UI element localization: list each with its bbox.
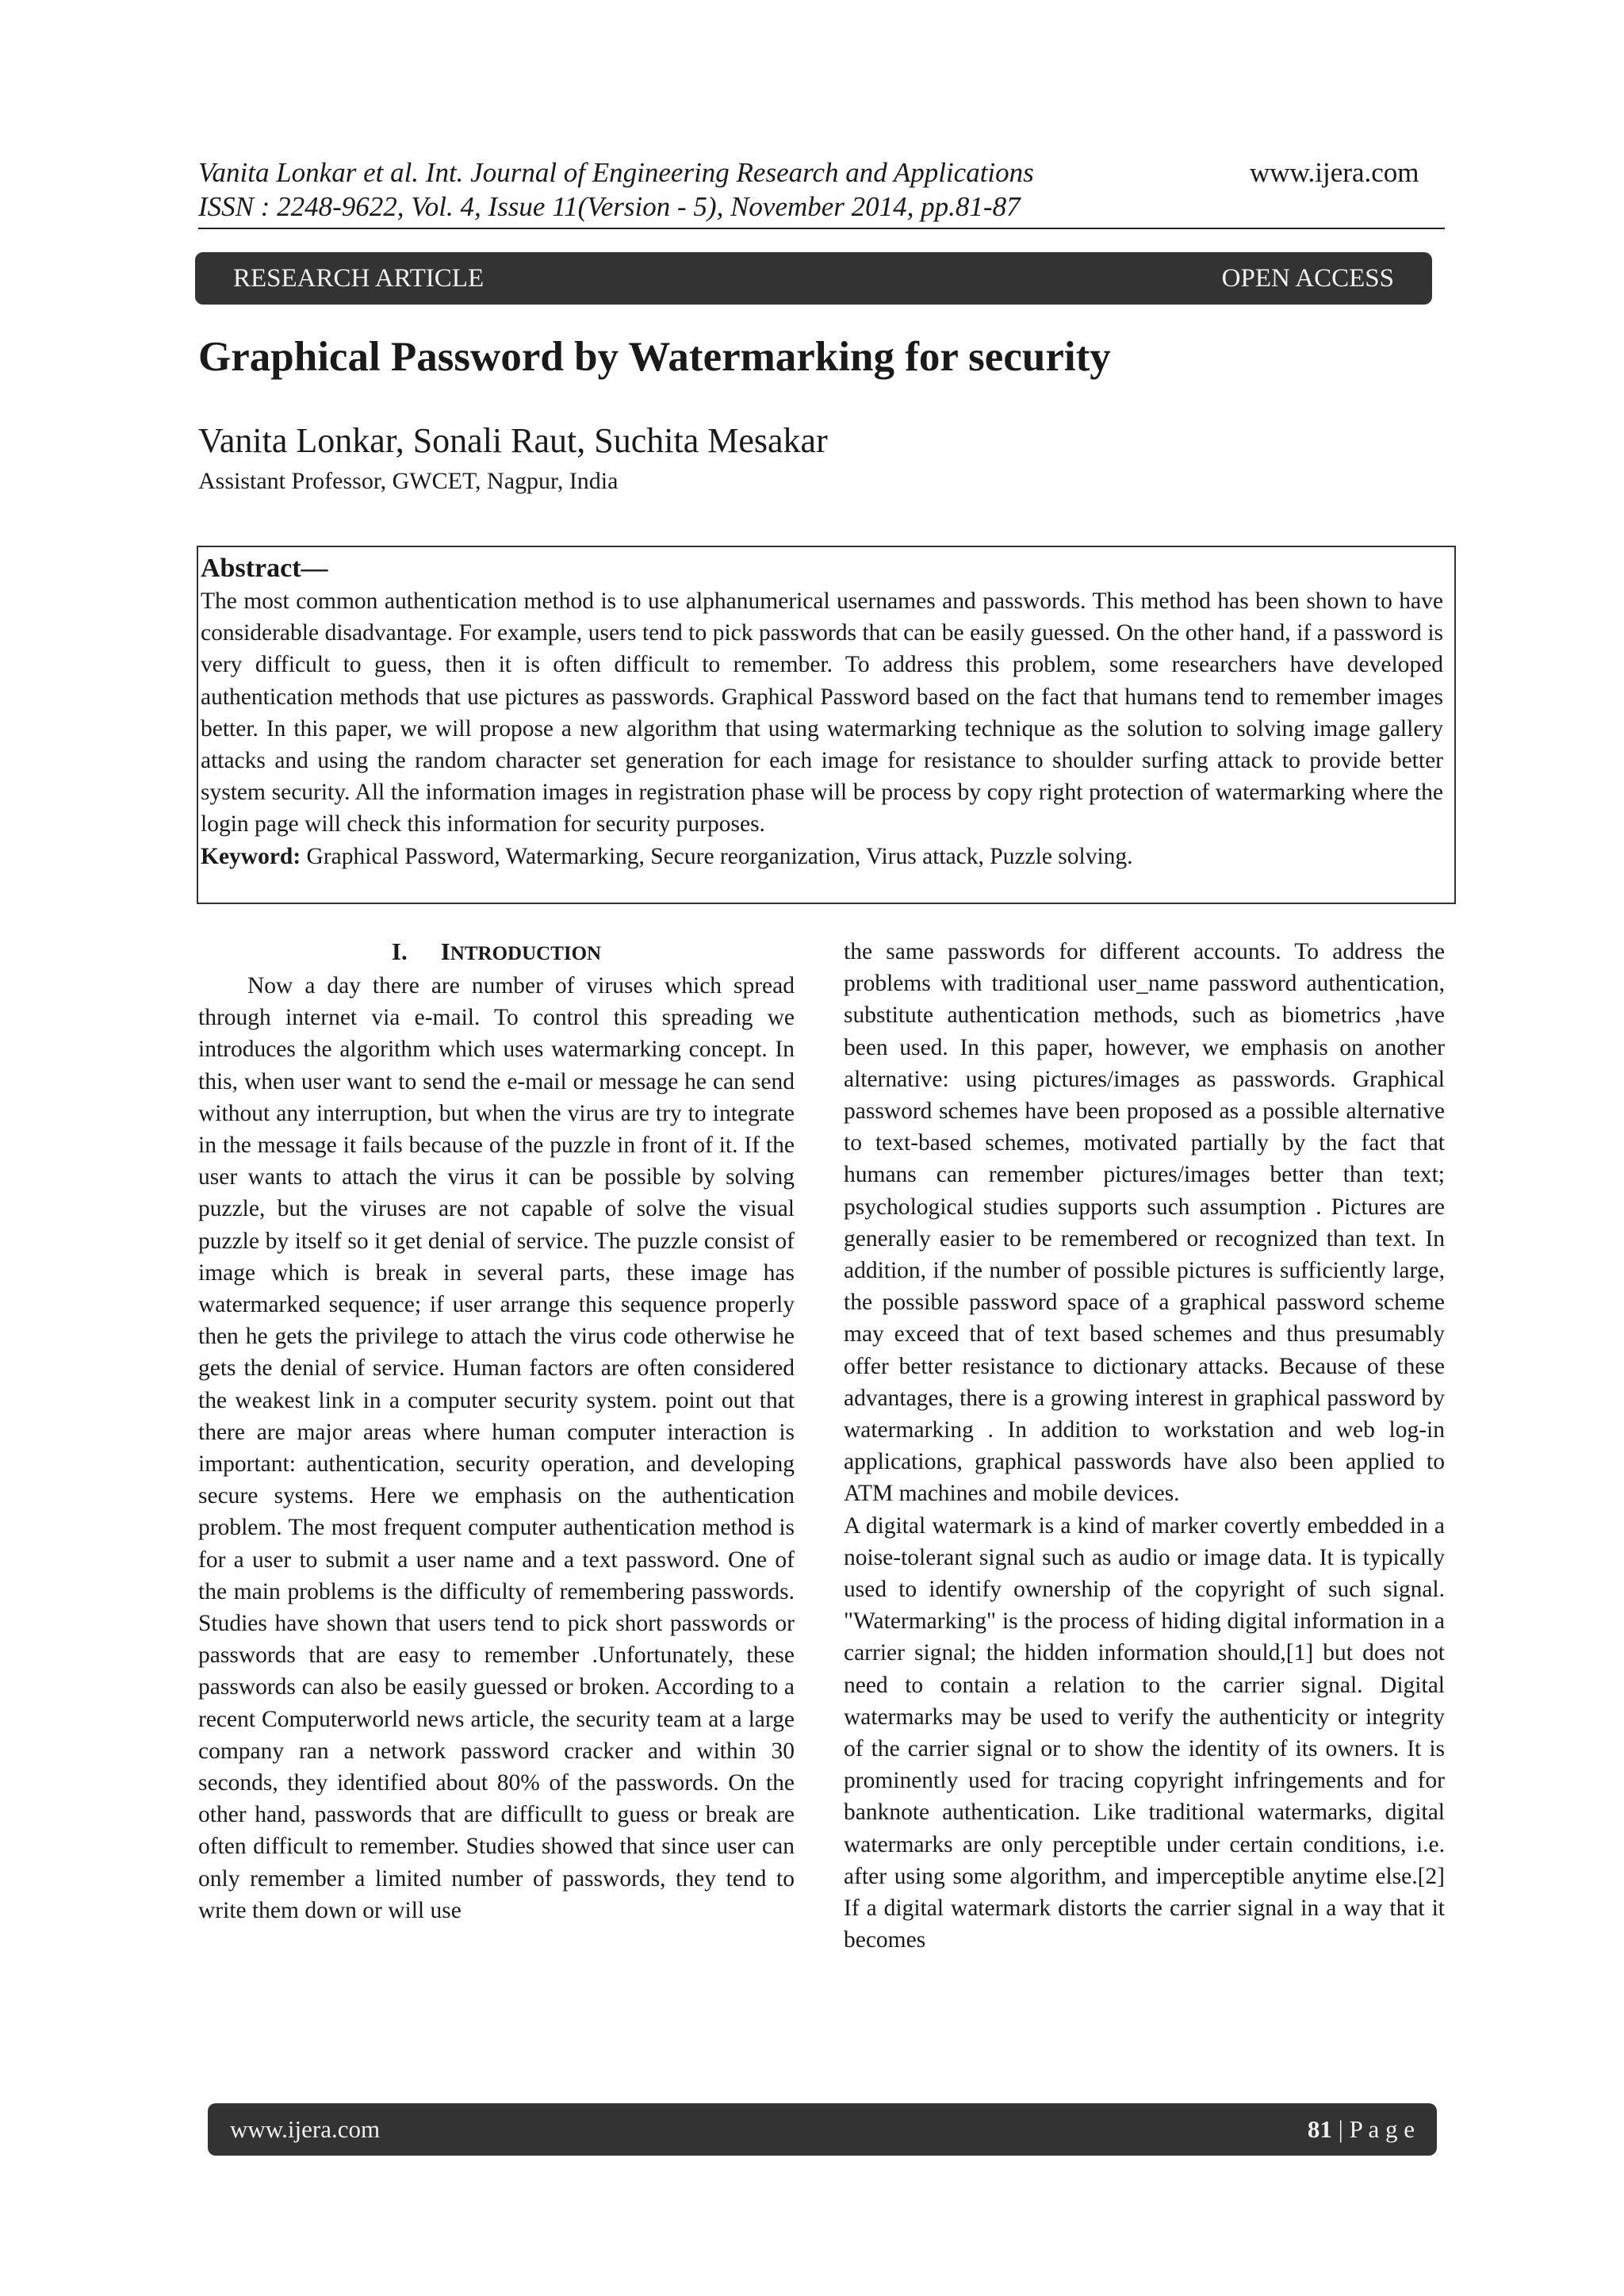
keyword-label: Keyword: [201, 843, 301, 869]
open-access-label: OPEN ACCESS [1221, 263, 1394, 293]
footer-page-number [1308, 2115, 1415, 2144]
page-label: | P a g e [1331, 2115, 1415, 2143]
page-number: 81 [1307, 2115, 1332, 2143]
research-article-label: RESEARCH ARTICLE [233, 263, 485, 293]
section-title-initial: I [440, 937, 450, 965]
keyword-list: Graphical Password, Watermarking, Secure reorganization, Virus attack, Puzzle solving. [306, 843, 1133, 869]
abstract-heading: Abstract— [201, 554, 328, 583]
section-number: I. [391, 937, 408, 965]
footer-banner [208, 2103, 1437, 2156]
intro-paragraph-continued: the same passwords for different accounts. To address the problems with traditional user_name password authentication, substitute authentication methods, such as biometrics ,have been used. In this paper, however, we emphasis on another alternative: using pictures/images as passwords. Graphical password schemes have been proposed as a possible alternative to text-based schemes, motivated partially by the fact that humans can remember pictures/images better than text; psychological studies supports such assumption . Pictures are generally easier to be remembered or recognized than text. In addition, if the number of possible pictures is sufficiently large, the possible password space of a graphical password scheme may exceed that of text based schemes and thus presumably offer better resistance to dictionary attacks. Because of these advantages, there is a growing interest in graphical password by watermarking . In addition to workstation and web log-in applications, graphical passwords have also been applied to ATM machines and mobile devices. [844, 939, 1445, 1507]
header-divider [198, 228, 1445, 229]
author-list: Vanita Lonkar, Sonali Raut, Suchita Mesakar [198, 421, 828, 460]
intro-paragraph-1: Now a day there are number of viruses which spread through internet via e-mail. To control this spreading we introduces the algorithm which uses watermarking concept. In this, when user want to send the e-mail or message he can send without any interruption, but when the virus are try to integrate in the message it fails because of the puzzle in front of it. If the user wants to attach the virus it can be possible by solving puzzle, but the viruses are not capable of solve the visual puzzle by itself so it get denial of service. The puzzle consist of image which is break in several parts, these image has watermarked sequence; if user arrange this sequence properly then he gets the privilege to attach the virus code otherwise he gets the denial of service. Human factors are often considered the weakest link in a computer security system. point out that there are major areas where human computer interaction is important: authentication, security operation, and developing secure systems. Here we emphasis on the authentication problem. The most frequent computer authentication method is for a user to submit a user name and a text password. One of the main problems is the difficulty of remembering passwords. Studies have shown that users tend to pick short passwords or passwords that are easy to remember .Unfortunately, these passwords can also be easily guessed or broken. According to a recent Computerworld news article, the security team at a large company ran a network password cracker and within 30 seconds, they identified about 80% of the passwords. On the other hand, passwords that are difficullt to guess or break are often difficult to remember. Studies showed that since user can only remember a limited number of passwords, they tend to write them down or will use [198, 973, 795, 1923]
body-column-left [198, 936, 795, 1926]
abstract-box [197, 546, 1456, 904]
section-heading [198, 936, 795, 970]
paper-title: Graphical Password by Watermarking for security [198, 334, 1111, 380]
journal-citation-line: Vanita Lonkar et al. Int. Journal of Engineering Research and Applications [198, 157, 1034, 188]
journal-header [198, 155, 1034, 224]
issn-line: ISSN : 2248-9622, Vol. 4, Issue 11(Version - 5), November 2014, pp.81-87 [198, 191, 1021, 222]
author-affiliation: Assistant Professor, GWCET, Nagpur, India [198, 468, 619, 494]
body-column-right [844, 936, 1445, 1957]
footer-website: www.ijera.com [230, 2115, 381, 2143]
header-website: www.ijera.com [1250, 157, 1419, 188]
abstract-text: The most common authentication method is to use alphanumerical usernames and passwords. This method has been shown to have considerable disadvantage. For example, users tend to pick passwords that can be easily guessed. On the other hand, if a password is very difficult to guess, then it is often difficult to remember. To address this problem, some researchers have developed authentication methods that use pictures as passwords. Graphical Password based on the fact that humans tend to remember images better. In this paper, we will propose a new algorithm that using watermarking technique as the solution to solving image gallery attacks and using the random character set generation for each image for resistance to shoulder surfing attack to provide better system security. All the information images in registration phase will be process by copy right protection of watermarking where the login page will check this information for security purposes. [201, 588, 1443, 838]
keyword-line [201, 841, 1443, 872]
article-type-banner [195, 252, 1432, 305]
section-title-rest: NTRODUCTION [450, 943, 602, 964]
watermark-paragraph: A digital watermark is a kind of marker covertly embedded in a noise-tolerant signal such as audio or image data. It is typically used to identify ownership of the copyright of such signal. "Watermarking" is the process of hiding digital information in a carrier signal; the hidden information should,[1] but does not need to contain a relation to the carrier signal. Digital watermarks may be used to verify the authenticity or integrity of the carrier signal or to show the identity of its owners. It is prominently used for tracing copyright infringements and for banknote authentication. Like traditional watermarks, digital watermarks are only perceptible under certain conditions, i.e. after using some algorithm, and imperceptible anytime else.[2] If a digital watermark distorts the carrier signal in a way that it becomes [844, 1512, 1445, 1953]
